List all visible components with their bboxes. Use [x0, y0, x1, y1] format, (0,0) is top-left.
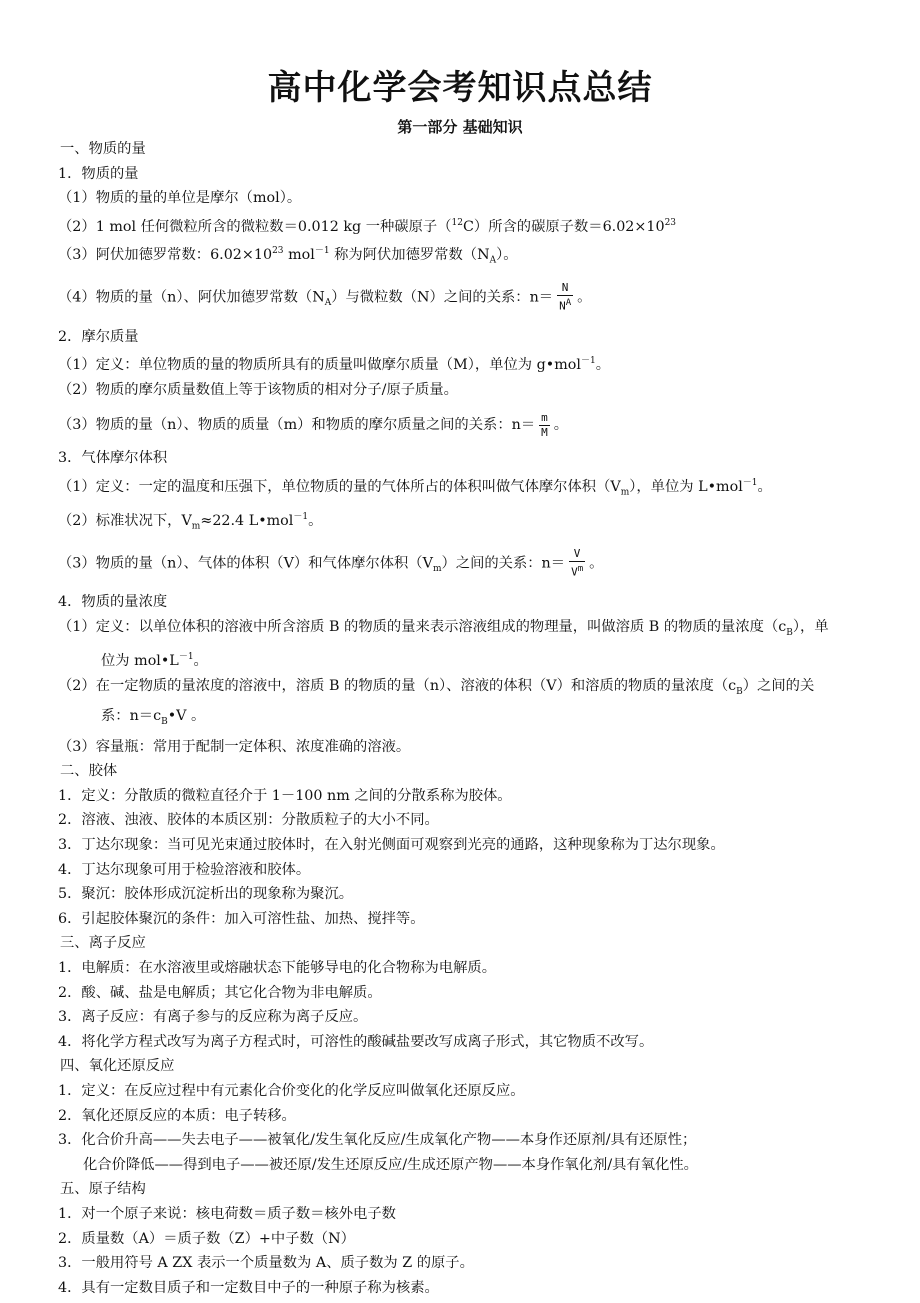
list-item: 6．引起胶体聚沉的条件：加入可溶性盐、加热、搅拌等。 — [58, 910, 425, 927]
list-item: 2．酸、碱、盐是电解质；其它化合物为非电解质。 — [58, 984, 382, 1001]
section-heading: 五、原子结构 — [60, 1181, 146, 1198]
list-item: 2．氧化还原反应的本质：电子转移。 — [58, 1107, 296, 1124]
list-item: 4．具有一定数目质子和一定数目中子的一种原子称为核素。 — [58, 1279, 439, 1296]
list-item: 2．溶液、浊液、胶体的本质区别：分散质粒子的大小不同。 — [58, 812, 439, 829]
list-item: 3．化合价升高——失去电子——被氧化/发生氧化反应/生成氧化产物——本身作还原剂/具有还原性； — [58, 1132, 697, 1149]
list-item: 1．电解质：在水溶液里或熔融状态下能够导电的化合物称为电解质。 — [58, 959, 496, 976]
paragraph: （1）定义：以单位体积的溶液中所含溶质 B 的物质的量来表示溶液组成的物理量，叫做溶质 B 的物质的量浓度$(c_B)$，单位为 $mol•L^{-1}$。 — [58, 618, 829, 670]
list-item: 1．定义：在反应过程中有元素化合价变化的化学反应叫做氧化还原反应。 — [58, 1082, 525, 1099]
subsection-heading: 4．物质的量浓度 — [58, 594, 168, 611]
list-item-continuation: 化合价降低——得到电子——被还原/发生还原反应/生成还原产物——本身作氧化剂/具有氧化性。 — [83, 1156, 698, 1173]
list-item: 2．质量数（A）＝质子数（Z）+中子数（N） — [58, 1230, 355, 1247]
list-item: 1．对一个原子来说：核电荷数＝质子数＝核外电子数 — [58, 1205, 396, 1222]
paragraph: （2）标准状况下，$V_m\approx 22.4$ L•mol$^{-1}$。 — [58, 511, 323, 532]
fraction: $\frac{V}{V^m}$ — [571, 547, 584, 579]
list-item: 3．一般用符号 A ZX 表示一个质量数为 A、质子数为 Z 的原子。 — [58, 1255, 474, 1272]
paragraph: （1）定义：单位物质的量的物质所具有的质量叫做摩尔质量（M），单位为 g•mol$^{-1}$。 — [58, 356, 610, 373]
section-heading: 一、物质的量 — [60, 141, 146, 157]
subsection-heading: 1．物质的量 — [58, 165, 139, 182]
subsection-heading: 2．摩尔质量 — [58, 328, 139, 345]
list-item: 4．将化学方程式改写为离子方程式时，可溶性的酸碱盐要改写成离子形式，其它物质不改写。 — [58, 1033, 654, 1050]
paragraph: （3）容量瓶：常用于配制一定体积、浓度准确的溶液。 — [58, 738, 411, 755]
list-item: 5．聚沉：胶体形成沉淀析出的现象称为聚沉。 — [58, 886, 354, 903]
list-item: 3．丁达尔现象：当可见光束通过胶体时，在入射光侧面可观察到光亮的通路，这种现象称为丁达尔现象。 — [58, 837, 725, 853]
list-item: 4．丁达尔现象可用于检验溶液和胶体。 — [58, 861, 311, 878]
section-heading: 四、氧化还原反应 — [60, 1058, 175, 1075]
paragraph: （3）阿伏加德罗常数：$6.02\times 10^{23}$ mol$^{-1}$ 称为阿伏加德罗常数$(N_A)$。 — [58, 246, 518, 266]
section-heading: 三、离子反应 — [60, 935, 146, 952]
paragraph: （1）定义：一定的温度和压强下，单位物质的量的气体所占的体积叫做气体摩尔体积$(V_m)$，单位为 L•mol$^{-1}$。 — [58, 477, 772, 498]
paragraph: （2）物质的摩尔质量数值上等于该物质的相对分子/原子质量。 — [58, 381, 458, 398]
paragraph: （2）1 mol 任何微粒所含的微粒数＝0.012 kg 一种碳原子（$^{12}$C）所含的碳原子数$=6.02\times 10^{23}$ — [58, 217, 677, 235]
formula-line: （4）物质的量（n）、阿伏加德罗常数$(N_A)$与微粒数（N）之间的关系：n＝ $\frac{N}{N^A}$ 。 — [58, 281, 592, 314]
formula-line: （3）物质的量（n）、物质的质量（m）和物质的摩尔质量之间的关系：n＝ $\frac{m}{M}$ 。 — [58, 410, 569, 439]
fraction: $\frac{m}{M}$ — [541, 410, 548, 439]
subsection-heading: 3．气体摩尔体积 — [58, 450, 168, 467]
paragraph: （1）物质的量的单位是摩尔（mol）。 — [58, 190, 302, 207]
fraction: $\frac{N}{N^A}$ — [559, 281, 572, 314]
page-subtitle: 第一部分 基础知识 — [397, 118, 523, 136]
paragraph: （2）在一定物质的量浓度的溶液中，溶质 B 的物质的量（n）、溶液的体积（V）和溶质的物质的量浓度$(c_B)$之间的关系：$n=c_B•V$ 。 — [58, 677, 815, 728]
list-item: 3．离子反应：有离子参与的反应称为离子反应。 — [58, 1009, 368, 1026]
list-item: 1．定义：分散质的微粒直径介于 1－100 nm 之间的分散系称为胶体。 — [58, 787, 512, 804]
formula-line: （3）物质的量（n）、气体的体积（V）和气体摩尔体积$(V_m)$之间的关系：n＝ $\frac{V}{V^m}$ 。 — [58, 547, 604, 579]
document-body — [58, 137, 838, 1300]
page-title: 高中化学会考知识点总结 — [267, 68, 653, 108]
section-heading: 二、胶体 — [60, 763, 118, 780]
